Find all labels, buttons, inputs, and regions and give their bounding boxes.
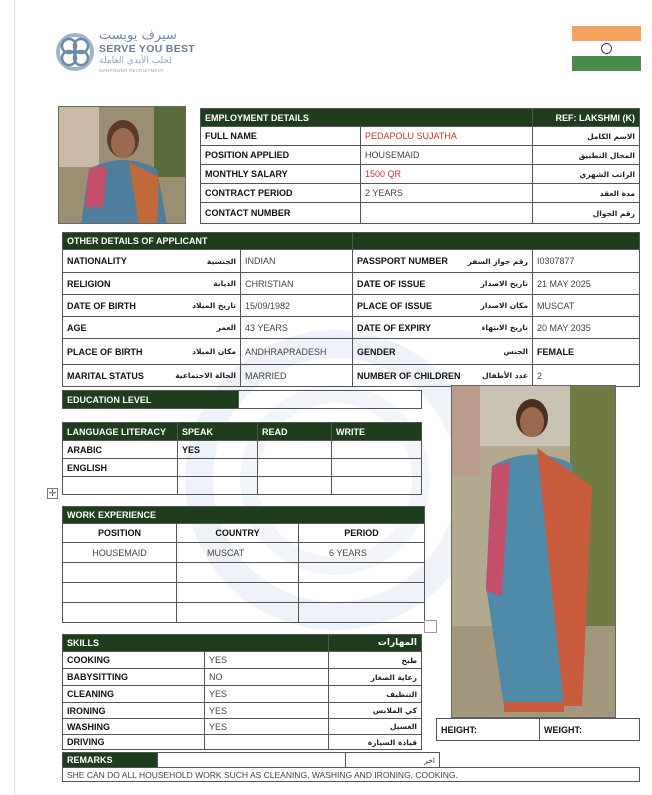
employment-row [201,146,640,165]
logo-emblem-icon [55,30,95,74]
detail-label-arabic: الديانة [213,279,236,288]
other-details-row [63,317,640,339]
work-period [299,583,425,603]
education-level-value [239,391,422,409]
language-speak: YES [178,441,258,459]
language-header: LANGUAGE LITERACY [63,423,178,441]
skill-name-arabic: الغسيل [329,719,422,735]
skill-row [63,735,422,750]
employment-details-title: EMPLOYMENT DETAILS [201,109,533,127]
date-of-birth-value: 15/09/1982 [241,295,353,317]
logo-arabic-name: سيرف يوبست [99,28,177,43]
skills-title-arabic: المهارات [329,635,422,652]
skill-name-arabic: طبخ [329,652,422,669]
work-experience-table [62,506,425,623]
employment-label: CONTRACT PERIOD [201,184,361,203]
position-applied-value: HOUSEMAID [361,146,533,165]
detail-label-arabic: الحالة الاجتماعية [175,371,236,380]
language-row [63,459,422,477]
language-name: ARABIC [63,441,178,459]
employment-row [201,165,640,184]
work-row [63,563,425,583]
skill-value: NO [205,669,329,686]
work-header: COUNTRY [177,524,299,543]
skills-title: SKILLS [63,635,329,652]
detail-label-arabic: تاريخ الميلاد [192,301,236,310]
language-header: READ [258,423,332,441]
other-details-row [63,365,640,387]
work-position [63,583,177,603]
skill-value [205,735,329,750]
other-details-title: OTHER DETAILS OF APPLICANT [63,233,353,250]
language-header: WRITE [332,423,422,441]
skill-name: WASHING [63,719,205,735]
weight-label: WEIGHT: [540,719,640,741]
detail-label: DATE OF ISSUE [357,278,426,289]
employment-label-arabic: مدة العقد [533,184,640,203]
remarks-title: REMARKS [63,753,158,768]
employment-label: CONTACT NUMBER [201,203,361,224]
employment-label: MONTHLY SALARY [201,165,361,184]
skill-row [63,669,422,686]
skill-name-arabic: قيادة السيارة [329,735,422,750]
number-of-children-value: 2 [533,365,640,387]
employment-details-table [200,108,640,224]
work-row [63,603,425,623]
other-details-header-fill [353,233,640,250]
employment-label-arabic: الاسم الكامل [533,127,640,146]
remarks-text-table [62,767,640,782]
gender-value: FEMALE [533,339,640,365]
date-of-issue-value: 21 MAY 2025 [533,273,640,295]
logo-arabic-subtitle: لجلب الأيدي العاملة [99,56,172,66]
work-period [299,603,425,623]
monthly-salary-value: 1500 QR [361,165,533,184]
work-position [63,603,177,623]
skill-name-arabic: رعاية الصغار [329,669,422,686]
marital-status-value: MARRIED [241,365,353,387]
employment-label-arabic: المجال التطبيق [533,146,640,165]
company-logo [55,28,225,78]
move-icon[interactable]: ✛ [48,488,57,498]
language-name [63,477,178,495]
language-read [258,459,332,477]
work-period: 6 YEARS [299,543,425,563]
full-name-value: PEDAPOLU SUJATHA [361,127,533,146]
detail-label: RELIGION [67,278,111,289]
applicant-full-length-photo [451,385,616,718]
detail-label: NATIONALITY [67,256,127,266]
language-name: ENGLISH [63,459,178,477]
place-of-issue-value: MUSCAT [533,295,640,317]
work-country [177,563,299,583]
work-experience-title: WORK EXPERIENCE [63,507,425,524]
place-of-birth-value: ANDHRAPRADESH [241,339,353,365]
work-position [63,563,177,583]
language-literacy-table [62,422,422,495]
skill-row [63,652,422,669]
remarks-blank [158,753,346,768]
detail-label: PASSPORT NUMBER [357,256,448,266]
language-row [63,477,422,495]
work-header: POSITION [63,524,177,543]
detail-label-arabic: عدد الأطفال [482,371,528,380]
remarks-text: SHE CAN DO ALL HOUSEHOLD WORK SUCH AS CLEANING, WASHING AND IRONING, COOKING. [63,768,640,782]
employment-label: FULL NAME [201,127,361,146]
applicant-portrait-photo [58,106,186,224]
detail-label: PLACE OF ISSUE [357,300,433,311]
work-country [177,583,299,603]
height-label: HEIGHT: [437,719,540,741]
language-write [332,477,422,495]
detail-label: AGE [67,322,87,333]
other-skill-arabic: اخر [346,753,440,768]
skill-row [63,703,422,719]
work-row [63,543,425,563]
passport-number-value: I0307877 [533,250,640,273]
employment-label-arabic: الراتب الشهري [533,165,640,184]
skill-name: BABYSITTING [63,669,205,686]
table-resize-handle[interactable] [424,620,437,633]
detail-label: PLACE OF BIRTH [67,346,143,357]
remarks-table [62,752,440,768]
other-details-table [62,232,640,387]
skills-table [62,634,422,750]
language-write [332,459,422,477]
skill-name: CLEANING [63,686,205,703]
detail-label-arabic: مكان الاصدار [480,301,528,310]
language-read [258,477,332,495]
skill-row [63,719,422,735]
detail-label-arabic: مكان الميلاد [192,347,236,356]
logo-tagline: MANPOWER RECRUITMENT [99,68,164,73]
detail-label: MARITAL STATUS [67,370,144,381]
detail-label: DATE OF EXPIRY [357,322,432,333]
detail-label-arabic: الجنسية [206,256,236,266]
language-row [63,441,422,459]
employment-label: POSITION APPLIED [201,146,361,165]
employment-label-arabic: رقم الجوال [533,203,640,224]
detail-label: DATE OF BIRTH [67,300,136,311]
logo-english-name: SERVE YOU BEST [99,43,196,55]
date-of-expiry-value: 20 MAY 2035 [533,317,640,339]
india-flag-icon [572,26,641,71]
skill-row [63,686,422,703]
language-speak [178,477,258,495]
work-period [299,563,425,583]
detail-label-arabic: تاريخ الانتهاء [481,323,528,332]
language-header: SPEAK [178,423,258,441]
age-value: 43 YEARS [241,317,353,339]
other-details-row [63,295,640,317]
work-row [63,583,425,603]
employment-row [201,184,640,203]
skill-value: YES [205,652,329,669]
height-weight-table [436,718,640,741]
work-country [177,603,299,623]
other-details-row [63,339,640,365]
education-table [62,390,422,409]
skill-value: YES [205,703,329,719]
detail-label: GENDER [357,346,396,357]
other-details-row [63,250,640,273]
language-speak [178,459,258,477]
work-header: PERIOD [299,524,425,543]
work-country: MUSCAT [177,543,299,563]
other-details-row [63,273,640,295]
page-edge [14,0,15,795]
contact-number-value [361,203,533,224]
religion-value: CHRISTIAN [241,273,353,295]
detail-label: NUMBER OF CHILDREN [357,370,461,381]
detail-label-arabic: تاريخ الاصدار [480,279,528,288]
language-write [332,441,422,459]
detail-label-arabic: الجنس [503,347,528,356]
employment-row [201,127,640,146]
education-level-label: EDUCATION LEVEL [63,391,239,409]
skill-value: YES [205,686,329,703]
reference-code: REF: LAKSHMI (K) [533,109,640,127]
skill-name-arabic: التنظيف [329,686,422,703]
language-read [258,441,332,459]
detail-label-arabic: العمر [216,323,236,332]
detail-label-arabic: رقم جواز السفر [467,256,528,266]
skill-value: YES [205,719,329,735]
employment-row [201,203,640,224]
nationality-value: INDIAN [241,250,353,273]
skill-name: IRONING [63,703,205,719]
contract-period-value: 2 YEARS [361,184,533,203]
skill-name: DRIVING [63,735,205,750]
skill-name: COOKING [63,652,205,669]
skill-name-arabic: كي الملابس [329,703,422,719]
work-position: HOUSEMAID [63,543,177,563]
